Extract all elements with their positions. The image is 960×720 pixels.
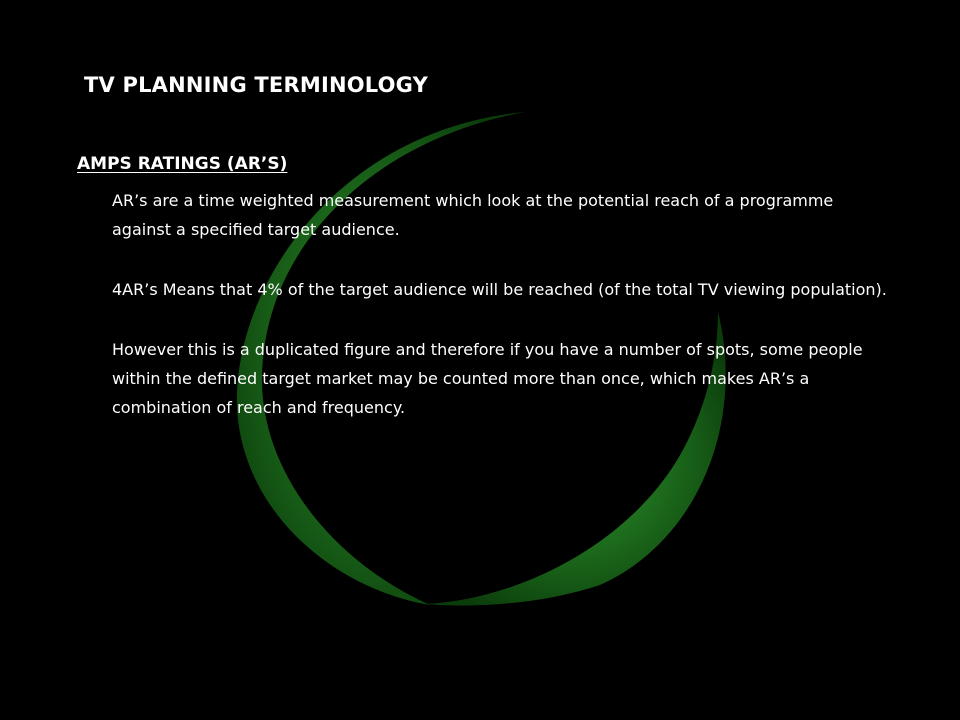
body-text [112, 186, 892, 453]
section-heading: AMPS RATINGS (AR’S) [77, 154, 288, 174]
paragraph-definition: AR’s are a time weighted measurement which look at the potential reach of a programme against a specified target audience. [112, 191, 834, 239]
slide-title: TV PLANNING TERMINOLOGY [84, 73, 429, 97]
paragraph-caveat: However this is a duplicated figure and therefore if you have a number of spots, some people within the defined target market may be counted more than once, which makes AR’s a combination of reach and frequency. [112, 340, 863, 417]
paragraph-example: 4AR’s Means that 4% of the target audience will be reached (of the total TV viewing population). [112, 280, 887, 299]
